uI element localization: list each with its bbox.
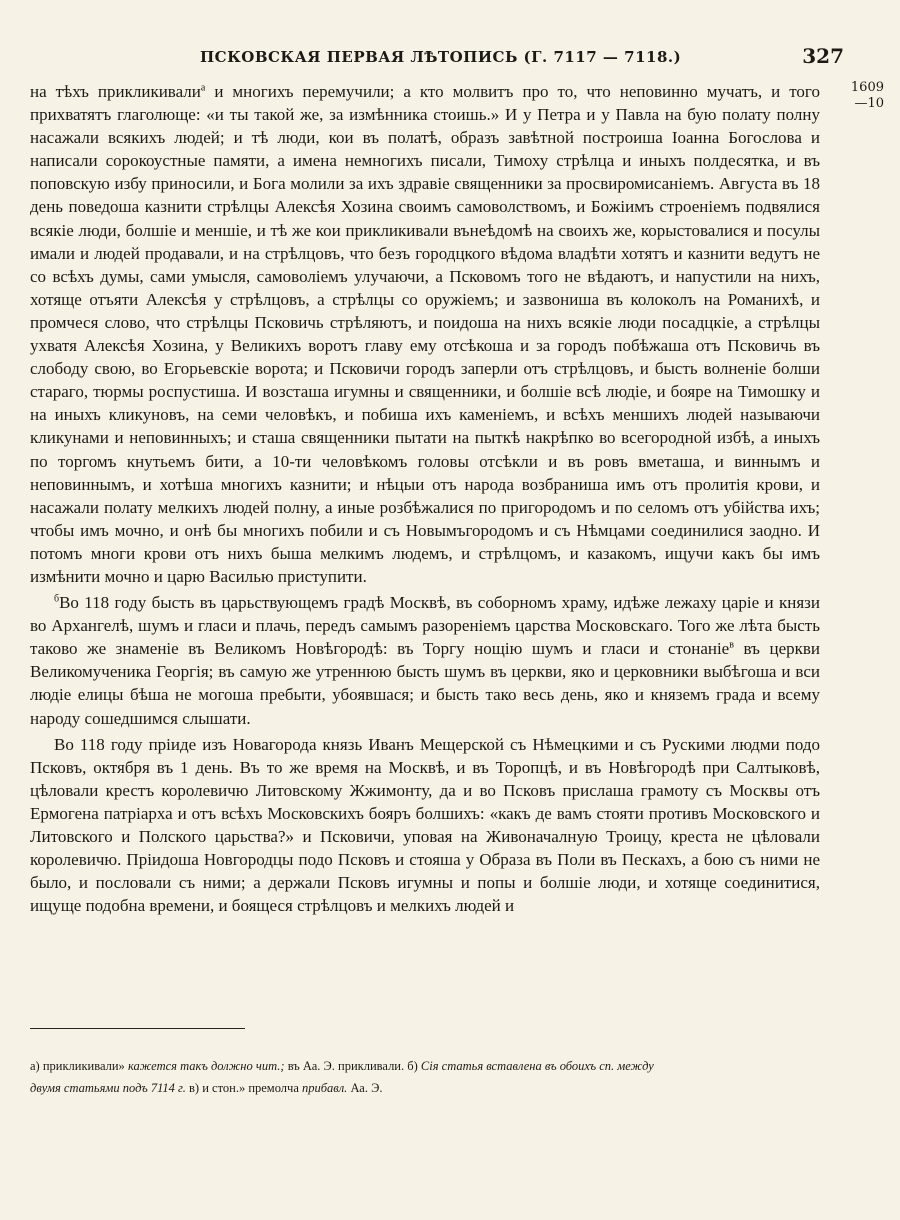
- footnote-b: б): [404, 1059, 418, 1073]
- footnote-marker-a: а: [200, 82, 206, 94]
- paragraph-2-rest: въ церкви Великомученика Георгія; въ самую же утреннюю бысть шумъ въ церкви, яко и церковники выбѣгоша и вси людіе елицы бѣша не могоша пребыти, убоявшася; и бысть тако весь день, яко и княземъ града и всему народу сошедшимся слышати.: [30, 639, 821, 728]
- footnote-marker-v: в: [729, 639, 734, 651]
- footnote-b-italic: Сія статья вставлена въ обоихъ сп. между: [417, 1059, 654, 1073]
- margin-year-bottom: —10: [854, 96, 884, 111]
- footnote-b-italic-cont: двумя статьями подъ 7114 г.: [30, 1081, 186, 1095]
- footnote-marker-b: б: [54, 593, 60, 605]
- footnotes: [30, 1055, 820, 1099]
- footnote-a: а) прикликивали»: [30, 1059, 125, 1073]
- running-title: ПСКОВСКАЯ ПЕРВАЯ ЛѢТОПИСЬ (Г. 7117 — 7118.): [200, 48, 682, 66]
- paragraph-1-start: на тѣхъ прикликивали: [30, 82, 201, 101]
- running-head: [0, 44, 900, 68]
- footnote-divider: [30, 1028, 245, 1029]
- footnote-v: в) и стон.» премолча: [185, 1081, 299, 1095]
- footnote-line-2: [30, 1077, 820, 1099]
- paragraph-1-rest: и многихъ перемучили; а кто молвитъ про то, что неповинно мучатъ, и того прихватятъ глаголюще: «и ты такой же, за измѣнника стоишь.» И у Петра и у Павла на бую полату полну насажали всякихъ людей; и тѣ люди, кои въ полатѣ, образъ завѣтной построиша Іоанна Богослова и написали сорокоустные памяти, а имена немногихъ писали, Тимоху стрѣлца и иныхъ полдесятка, и въ поповскую избу приносили, и Бога молили за ихъ здравіе священники за просвиромисаніемъ. Августа въ 18 день поведоша казнити стрѣлцы Алексѣя Хозина своимъ самоволствомъ, и Божіимъ строеніемъ подвялися всякіе люди, болшіе и меншіе, и тѣ же кои прикликивали вънеѣдомѣ на своихъ же, корыстовалися и посулы имали и людей продавали, и на стрѣлцовъ, что безъ городцкого вѣдома владѣти хотятъ и казнити ведутъ не со всѣхъ думы, сами умысля, самоволіемъ улучаючи, а Псковомъ того не вѣдаютъ, и напустили на нихъ, хотяще отъяти Алексѣя у стрѣлцовъ, а стрѣлцы со оружіемъ; и зазвониша въ колоколъ на Романихѣ, и промчеся слово, что стрѣлцы Псковичь стрѣляютъ, и поидоша на нихъ всякіе люди посадцкіе, а стрѣлцы ухватя Алексѣя Хозина, у Великихъ воротъ главу ему отсѣкоша и за городъ побѣжаша отъ Псковичь въ слободу свою, во Егорьевскіе ворота; и Псковичи городъ заперли отъ стрѣлцовъ, и бысть волненіе болши стараго, тюрмы роспустиша. И возсташа игумны и священники, и болшіе всѣ людіе, и бояре на Тимошку и на иныхъ кликуновъ, на семи человѣкъ, и побиша ихъ каменіемъ, и всѣхъ меншихъ людей называючи кликунами и неповинныхъ; и сташа священники пытати на пыткѣ накрѣпко во всегородной избѣ, а иныхъ по торгомъ кнутьемъ бити, а 10-ти человѣкомъ головы отсѣкли и въ ровъ вметаша, и виннымъ и неповиннымъ, и хотѣша многихъ казнити; и нѣцыи отъ народа возбраниша имъ отъ пролитія крови, и насажали полату мелкихъ людей полну, а иные розбѣжалися по пригородомъ и по селомъ отъ убійства ихъ; чтобы имъ мочно, и онѣ бы многихъ побили и съ Новымъгородомъ и съ Нѣмцами соединилися заодно. И потомъ многи крови отъ нихъ быша мелкимъ людемъ, и стрѣлцомъ, и казакомъ, ищучи какъ бы имъ измѣнити мочно и царю Василью приступити.: [30, 82, 820, 586]
- footnote-v-source: Аа. Э.: [347, 1081, 383, 1095]
- paragraph-2: [30, 591, 820, 730]
- footnote-line-1: [30, 1055, 820, 1077]
- margin-year-top: 1609: [850, 80, 884, 95]
- footnote-a-source: въ Аа. Э. прикливали.: [284, 1059, 405, 1073]
- main-text: [30, 80, 820, 917]
- paragraph-1: [30, 80, 820, 588]
- page-number: 327: [802, 44, 844, 68]
- paragraph-3: Во 118 году пріиде изъ Новагорода князь Иванъ Мещерской съ Нѣмецкими и съ Рускими людми подо Псковъ, октября въ 1 день. Въ то же время на Москвѣ, и въ Торопцѣ, и въ Новѣгородѣ при Салтыковѣ, цѣловали крестъ королевичю Литовскому Жжимонту, да и во Псковъ прислаша грамоту съ Москвы отъ Ермогена патріарха и отъ всѣхъ Московскихъ бояръ болшихъ: «какъ де вамъ стояти противъ Московского и Литовского и Полского царьства?» и Псковичи, уповая на Живоначалную Троицу, креста не цѣловали королевичю. Пріидоша Новгородцы подо Псковъ и стояша у Образа въ Поли въ Пескахъ, а бою съ ними не было, и пословали съ ними; а держали Псковъ игумны и попы и болшіе люди, и хотяще соединитися, ищуще подобна времени, и боящеся стрѣлцовъ и мелкихъ людей и: [30, 734, 820, 916]
- footnote-v-italic: прибавл.: [298, 1081, 348, 1095]
- paragraph-2-start: Во 118 году бысть въ царьствующемъ градѣ Москвѣ, въ соборномъ храму, идѣже лежаху царіе и князи во Архангелѣ, шумъ и гласи и плачь, передъ самымъ разореніемъ царства Московскаго. Того же лѣта бысть таково же знаменіе въ Великомъ Новѣгородѣ: въ Торгу нощію шумъ и гласи и стонаніе: [30, 593, 820, 659]
- footnote-a-italic: кажется такъ должно чит.;: [124, 1059, 285, 1073]
- margin-year-note: [851, 80, 884, 112]
